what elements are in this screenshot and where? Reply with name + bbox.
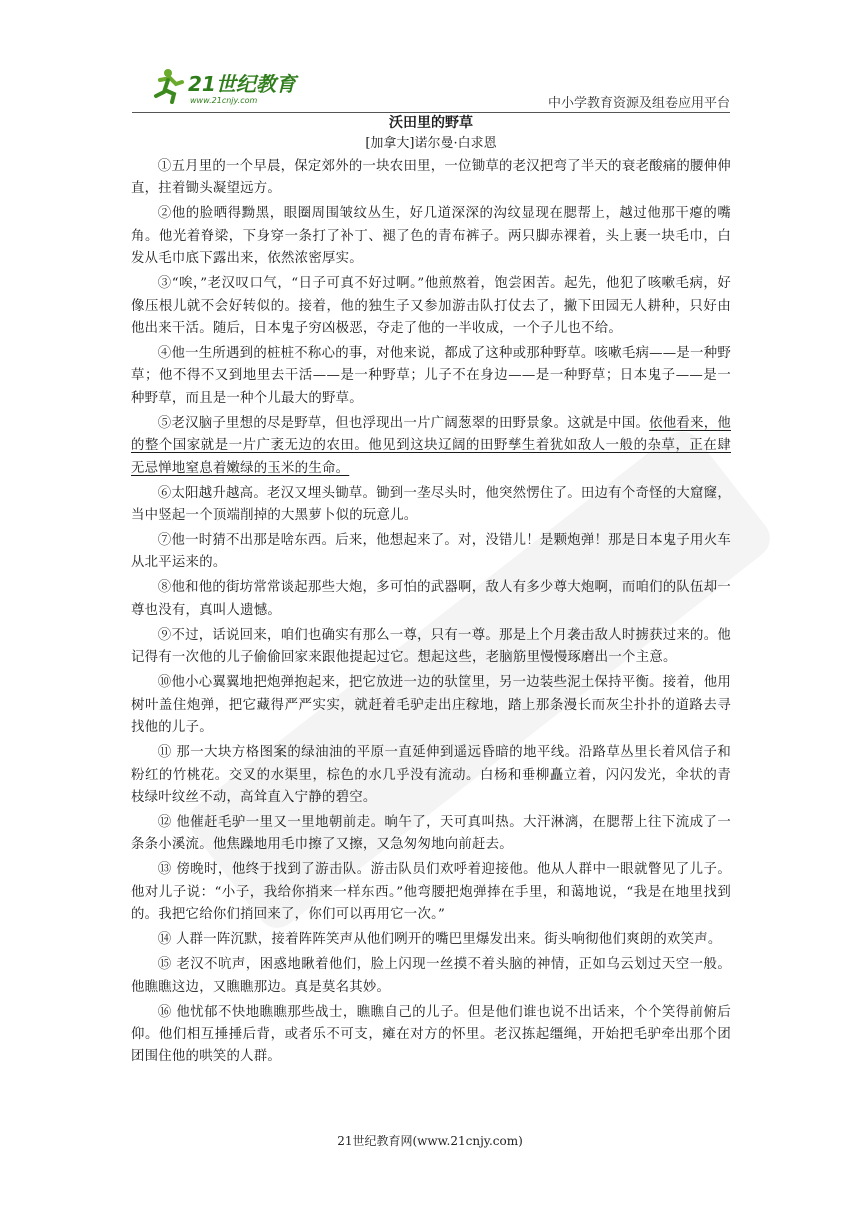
paragraph-8: ⑧他和他的街坊常常谈起那些大炮，多可怕的武器啊，敌人有多少尊大炮啊，而咱们的队伍却一尊也没有，真叫人遗憾。	[131, 580, 731, 618]
article-title: 沃田里的野草	[389, 115, 473, 131]
logo-url-text: www.21cnjy.com	[190, 96, 258, 105]
article	[131, 112, 731, 1071]
paragraph-9: ⑨不过，话说回来，咱们也确实有那么一尊，只有一尊。那是上个月袭击敌人时掳获过来的。他记得有一次他的儿子偷偷回家来跟他提起过它。想起这些，老脑筋里慢慢琢磨出一个主意。	[131, 627, 731, 666]
site-logo	[152, 66, 312, 106]
paragraph-12: ⑫ 他催赶毛驴一里又一里地朝前走。晌午了，天可真叫热。大汗淋漓，在腮帮上往下流成了一条条小溪流。他焦躁地用毛巾擦了又擦，又急匆匆地向前赶去。	[131, 814, 731, 853]
paragraph-4: ④他一生所遇到的桩桩不称心的事，对他来说，都成了这种或那种野草。咳嗽毛病——是一种野草；他不得不又到地里去干活——是一种野草；儿子不在身边——是一种野草；日本鬼子——是一种野草，而且是一种个儿最大的野草。	[131, 346, 731, 406]
paragraph-13: ⑬ 傍晚时，他终于找到了游击队。游击队员们欢呼着迎接他。他从人群中一眼就瞥见了儿子。他对儿子说：“小子，我给你捎来一样东西。”他弯腰把炮弹捧在手里，和蔼地说，“我是在地里找到的。我把它给你们捎回来了，你们可以再用它一次。”	[131, 862, 731, 923]
paragraph-3: ③“唉，”老汉叹口气，“日子可真不好过啊。”他煎熬着，饱尝困苦。起先，他犯了咳嗽毛病，好像压根儿就不会好转似的。接着，他的独生子又参加游击队打仗去了，撇下田园无人耕种，只好由他出来干活。随后，日本鬼子穷凶极恶，夺走了他的一半收成，一个子儿也不给。	[131, 276, 731, 337]
paragraph-6: ⑥太阳越升越高。老汉又埋头锄草。锄到一垄尽头时，他突然愣住了。田边有个奇怪的大窟窿，当中竖起一个顶端削掉的大黑萝卜似的玩意儿。	[131, 485, 731, 524]
paragraph-5-text: ⑤老汉脑子里想的尽是野草，但也浮现出一片广阔葱翠的田野景象。这就是中国。	[157, 415, 650, 431]
paragraph-16: ⑯ 他忧郁不快地瞧瞧那些战士，瞧瞧自己的儿子。但是他们谁也说不出话来，个个笑得前俯后仰。他们相互捶捶后背，或者乐不可支，瘫在对方的怀里。老汉拣起缰绳，开始把毛驴牵出那个团团围住他的哄笑的人群。	[131, 1004, 731, 1065]
runner-icon	[156, 69, 182, 102]
platform-name: 中小学教育资源及组卷应用平台	[547, 96, 730, 111]
paragraph-1: ①五月里的一个早晨，保定郊外的一块农田里，一位锄草的老汉把弯了半天的衰老酸痛的腰伸伸直，拄着锄头凝望远方。	[131, 159, 731, 197]
paragraph-5-underlined: 依他看来，他的整个国家就是一片广袤无边的农田。他见到这块辽阔的田野孳生着犹如敌人一般的杂草，正在肆无忌惮地窒息着嫩绿的玉米的生命。	[131, 415, 732, 476]
logo-brand-text: 21世纪教育	[188, 72, 296, 96]
page-footer: 21世纪教育网(www.21cnjy.com)	[337, 1134, 523, 1148]
paragraph-14: ⑭ 人群一阵沉默，接着阵阵笑声从他们咧开的嘴巴里爆发出来。街头响彻他们爽朗的欢笑声。	[157, 932, 722, 948]
paragraph-10: ⑩他小心翼翼地把炮弹抱起来，把它放进一边的驮筐里，另一边装些泥土保持平衡。接着，他用树叶盖住炮弹，把它藏得严严实实，就赶着毛驴走出庄稼地，踏上那条漫长而灰尘扑扑的道路去寻找他的儿子。	[131, 675, 731, 736]
paragraph-5	[131, 413, 731, 480]
paragraph-7: ⑦他一时猜不出那是啥东西。后来，他想起来了。对，没错儿！是颗炮弹！那是日本鬼子用火车从北平运来的。	[131, 533, 731, 571]
paragraph-11: ⑪ 那一大块方格图案的绿油油的平原一直延伸到遥远昏暗的地平线。沿路草丛里长着风信子和粉红的竹桃花。交叉的水渠里，棕色的水几乎没有流动。白杨和垂柳矗立着，闪闪发光，伞状的青枝绿叶纹丝不动，高耸直入宁静的碧空。	[131, 745, 731, 805]
page-header	[132, 60, 730, 112]
article-author: [加拿大]诺尔曼·白求恩	[365, 136, 497, 151]
paragraph-2: ②他的脸晒得黝黑，眼圈周围皱纹丛生，好几道深深的沟纹显现在腮帮上，越过他那干瘪的嘴角。他光着脊梁，下身穿一条打了补丁、褪了色的青布裤子。两只脚赤裸着，头上裹一块毛巾，白发从毛巾底下露出来，依然浓密厚实。	[131, 206, 731, 267]
paragraph-15: ⑮ 老汉不吭声，困惑地瞅着他们，脸上闪现一丝摸不着头脑的神情，正如乌云划过天空一般。他瞧瞧这边，又瞧瞧那边。真是莫名其妙。	[131, 957, 731, 995]
